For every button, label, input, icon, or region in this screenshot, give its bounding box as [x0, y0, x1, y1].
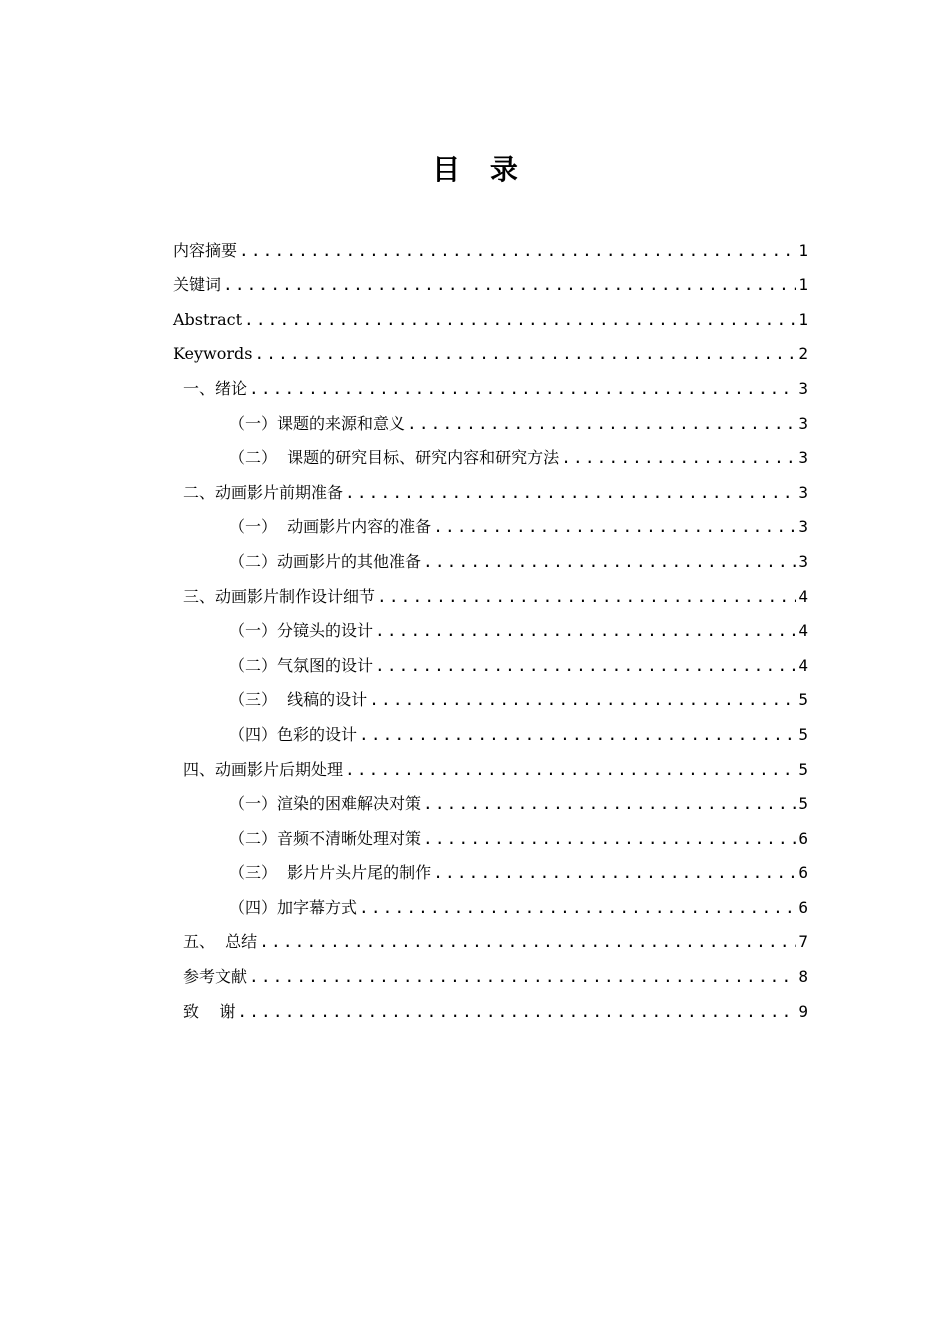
toc-leader-dots	[244, 309, 796, 331]
toc-entry-page-number: 7	[798, 932, 808, 952]
toc-leader-dots	[375, 655, 796, 677]
toc-leader-dots	[377, 586, 796, 608]
toc-entry[interactable]	[173, 815, 808, 850]
toc-entry-label: 四、动画影片后期处理	[183, 759, 344, 779]
toc-entry[interactable]	[173, 331, 808, 366]
toc-entry-label: （二）音频不清晰处理对策	[229, 828, 422, 848]
toc-entry[interactable]	[173, 677, 808, 712]
toc-entry[interactable]	[173, 227, 808, 262]
toc-entry-label: 参考文献	[183, 967, 248, 987]
toc-entry-page-number: 1	[798, 275, 808, 295]
toc-entry-page-number: 4	[798, 655, 808, 675]
toc-entry-page-number: 2	[798, 344, 808, 364]
toc-entry[interactable]	[173, 573, 808, 608]
toc-leader-dots	[423, 551, 796, 573]
toc-entry-page-number: 9	[798, 1001, 808, 1021]
toc-entry-label: 二、动画影片前期准备	[183, 482, 344, 502]
toc-entry-page-number: 1	[798, 309, 808, 329]
toc-leader-dots	[423, 828, 796, 850]
toc-leader-dots	[407, 413, 796, 435]
toc-leader-dots	[359, 724, 796, 746]
toc-entry-page-number: 3	[798, 413, 808, 433]
toc-entry-page-number: 6	[798, 863, 808, 883]
toc-entry-label: 致 谢	[183, 1001, 236, 1021]
toc-leader-dots	[423, 793, 796, 815]
toc-entry[interactable]	[173, 781, 808, 816]
toc-entry-page-number: 6	[798, 828, 808, 848]
toc-entry-label: （四）色彩的设计	[229, 724, 358, 744]
toc-leader-dots	[359, 897, 796, 919]
toc-entry-page-number: 3	[798, 517, 808, 537]
toc-entry-label: （二）气氛图的设计	[229, 655, 374, 675]
toc-entry-label: （一） 动画影片内容的准备	[229, 517, 432, 537]
toc-entry[interactable]	[173, 538, 808, 573]
toc-leader-dots	[561, 447, 796, 469]
toc-entry[interactable]	[173, 953, 808, 988]
toc-entry-page-number: 5	[798, 690, 808, 710]
toc-entry[interactable]	[173, 400, 808, 435]
toc-entry-label: Abstract	[173, 309, 243, 329]
toc-leader-dots	[254, 343, 796, 365]
toc-entry[interactable]	[173, 884, 808, 919]
toc-entry-label: （一）渲染的困难解决对策	[229, 794, 422, 814]
toc-entry-label: 内容摘要	[173, 240, 238, 260]
toc-entry[interactable]	[173, 608, 808, 643]
toc-entry-label: （二）动画影片的其他准备	[229, 551, 422, 571]
toc-leader-dots	[375, 620, 796, 642]
toc-entry-label: （四）加字幕方式	[229, 897, 358, 917]
toc-entry[interactable]	[173, 642, 808, 677]
toc-entry-page-number: 3	[798, 378, 808, 398]
toc-entry[interactable]	[173, 850, 808, 885]
toc-entry-page-number: 5	[798, 794, 808, 814]
toc-entry-label: 三、动画影片制作设计细节	[183, 586, 376, 606]
toc-entry-page-number: 3	[798, 551, 808, 571]
toc-entry[interactable]	[173, 711, 808, 746]
toc-entry-label: Keywords	[173, 344, 253, 364]
toc-entry-page-number: 4	[798, 621, 808, 641]
toc-entry[interactable]	[173, 919, 808, 954]
table-of-contents	[173, 227, 808, 1023]
toc-entry[interactable]	[173, 296, 808, 331]
toc-entry-page-number: 4	[798, 586, 808, 606]
toc-entry-label: （一）课题的来源和意义	[229, 413, 406, 433]
toc-entry-label: （三） 线稿的设计	[229, 690, 368, 710]
toc-entry-label: 一、绪论	[183, 378, 248, 398]
toc-entry[interactable]	[173, 365, 808, 400]
toc-leader-dots	[259, 931, 796, 953]
toc-leader-dots	[433, 862, 796, 884]
toc-leader-dots	[223, 274, 796, 296]
toc-entry-page-number: 5	[798, 724, 808, 744]
toc-entry[interactable]	[173, 435, 808, 470]
toc-entry[interactable]	[173, 469, 808, 504]
toc-entry[interactable]	[173, 262, 808, 297]
page-title: 目 录	[432, 153, 528, 186]
toc-entry[interactable]	[173, 746, 808, 781]
toc-entry-page-number: 5	[798, 759, 808, 779]
toc-entry[interactable]	[173, 988, 808, 1023]
toc-entry-label: （二） 课题的研究目标、研究内容和研究方法	[229, 448, 560, 468]
toc-leader-dots	[239, 240, 796, 262]
toc-entry-label: （一）分镜头的设计	[229, 621, 374, 641]
toc-entry[interactable]	[173, 504, 808, 539]
toc-leader-dots	[249, 966, 796, 988]
toc-entry-page-number: 3	[798, 482, 808, 502]
toc-entry-page-number: 8	[798, 967, 808, 987]
toc-entry-page-number: 3	[798, 448, 808, 468]
toc-leader-dots	[433, 516, 796, 538]
toc-leader-dots	[369, 689, 796, 711]
toc-entry-label: （三） 影片片头片尾的制作	[229, 863, 432, 883]
toc-leader-dots	[249, 378, 796, 400]
toc-entry-label: 关键词	[173, 275, 222, 295]
toc-entry-page-number: 6	[798, 897, 808, 917]
toc-entry-page-number: 1	[798, 240, 808, 260]
toc-leader-dots	[345, 482, 796, 504]
toc-leader-dots	[345, 759, 796, 781]
toc-leader-dots	[237, 1001, 796, 1023]
toc-entry-label: 五、 总结	[183, 932, 258, 952]
